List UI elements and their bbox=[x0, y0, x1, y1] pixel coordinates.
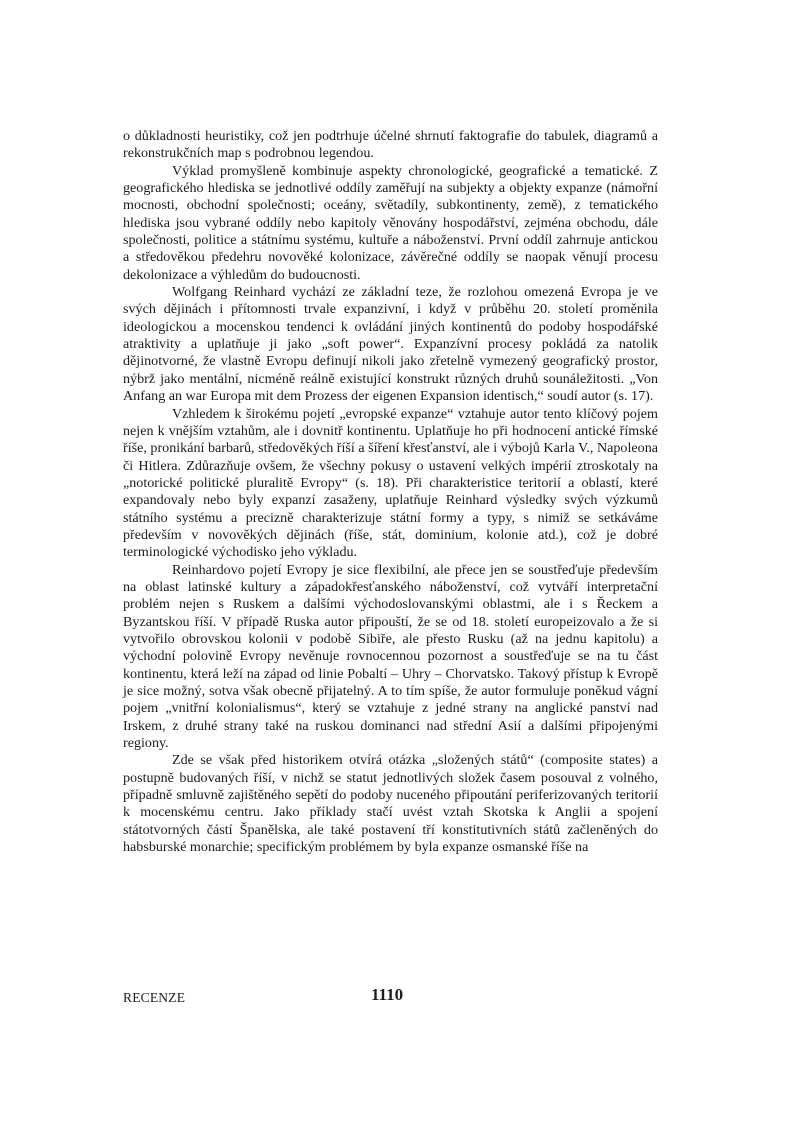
paragraph: Vzhledem k širokému pojetí „evropské expanze“ vztahuje autor tento klíčový pojem nejen k vnějším vztahům, ale i dovnitř kontinentu. Uplatňuje ho při hodnocení antické římské říše, pronikání barbarů, středověkých říší a šíření křesťanství, ale i výbojů Karla V., Napoleona či Hitlera. Zdůrazňuje ovšem, že všechny pokusy o ustavení velkých impérií ztroskotaly na „notorické politické pluralitě Evropy“ (s. 18). Při charakteristice teritorií a oblastí, které expandovaly nebo byly expanzí zasaženy, uplatňuje Reinhard výsledky svých výzkumů státního systému a precizně charakterizuje státní formy a typy, s nimiž se setkáváme především v novověkých dějinách (říše, stát, dominium, kolonie atd.), což je dobré terminologické východisko jeho výkladu. bbox=[123, 405, 658, 561]
paragraph: Wolfgang Reinhard vychází ze základní teze, že rozlohou omezená Evropa je ve svých dějinách i přítomnosti trvale expanzivní, i když v průběhu 20. století proměnila ideologickou a mocenskou tendenci k ovládání jiných kontinentů do podoby hospodářské atraktivity a uplatňuje ji jako „soft power“. Expanzívní procesy pokládá za natolik dějinotvorné, že vlastně Evropu definují nikoli jako zřetelně vymezený geografický prostor, nýbrž jako mentální, nicméně reálně existující konstrukt různých druhů sounáležitosti. „Von Anfang an war Europa mit dem Prozess der eigenen Expansion identisch,“ soudí autor (s. 17). bbox=[123, 284, 658, 405]
paragraph: Zde se však před historikem otvírá otázka „složených států“ (composite states) a postupně budovaných říší, v nichž se statut jednotlivých složek časem posouval z volného, případně smluvně zajištěného sepětí do podoby nuceného připoutání periferizovaných teritorií k mocenskému centru. Jako příklady stačí uvést vztah Skotska k Anglii a spojení státotvorných částí Španělska, ale také postavení tří konstitutivních států začleněných do habsburské monarchie; specifickým problémem by byla expanze osmanské říše na bbox=[123, 752, 658, 856]
section-label: RECENZE bbox=[123, 990, 186, 1005]
article-body bbox=[123, 128, 658, 856]
page-number: 1110 bbox=[371, 985, 404, 1004]
paragraph: Reinhardovo pojetí Evropy je sice flexibilní, ale přece jen se soustřeďuje především na oblast latinské kultury a západokřesťanského náboženství, což vytváří interpretační problém nejen s Ruskem a dalšími východoslovanskými oblastmi, ale i s Řeckem a Byzantskou říší. V případě Ruska autor připouští, že se od 18. století europeizovalo a že si vytvořilo obrovskou kolonii v podobě Sibiře, ale přesto Rusku (až na jednu kapitolu) a východní polovině Evropy nevěnuje rovnocennou pozornost a soustřeďuje se na tu část kontinentu, která leží na západ od linie Pobaltí – Uhry – Chorvatsko. Takový přístup k Evropě je sice možný, sotva však obecně přijatelný. A to tím spíše, že autor formuluje poněkud vágní pojem „vnitřní kolonialismus“, který se vztahuje z jedné strany na anglické panství nad Irskem, z druhé strany také na ruskou dominanci nad střední Asií a dalšími připojenými regiony. bbox=[123, 561, 658, 752]
paragraph-continuation: o důkladnosti heuristiky, což jen podtrhuje účelné shrnutí faktografie do tabulek, diagramů a rekonstrukčních map s podrobnou legendou. bbox=[123, 128, 658, 162]
paragraph: Výklad promyšleně kombinuje aspekty chronologické, geografické a tematické. Z geografického hlediska se jednotlivé oddíly zaměřují na subjekty a objekty expanze (námořní mocnosti, obchodní společnosti; oceány, světadíly, subkontinenty, země), z tematického hlediska jsou vybrané oddíly nebo kapitoly věnovány hospodářství, zejména obchodu, dále společnosti, politice a státnímu systému, kultuře a náboženství. První oddíl zahrnuje antickou a středověkou předehru novověké kolonizace, závěrečné oddíly se naopak věnují procesu dekolonizace a výhledům do budoucnosti. bbox=[123, 162, 658, 283]
